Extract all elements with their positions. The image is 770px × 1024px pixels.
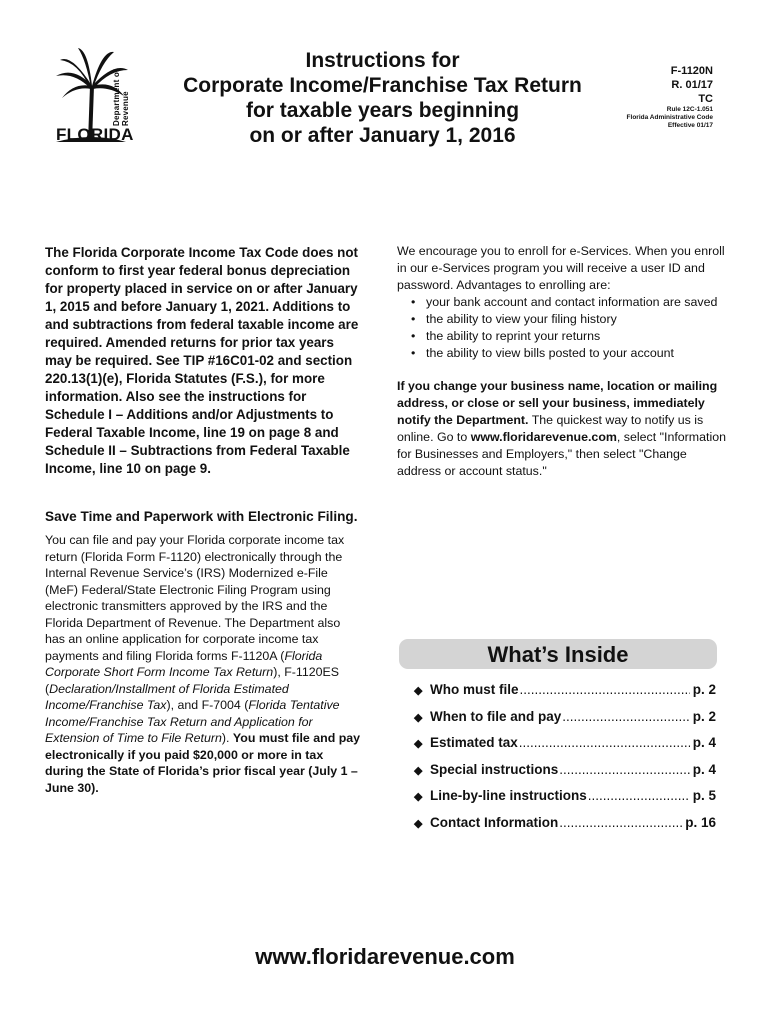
toc-item: ◆ Contact Information ..... p. 16	[414, 815, 716, 842]
footer-website-url[interactable]: www.floridarevenue.com	[255, 944, 515, 969]
website-link[interactable]: www.floridarevenue.com	[470, 430, 617, 444]
diamond-icon: ◆	[414, 817, 423, 830]
title-line: Corporate Income/Franchise Tax Return	[183, 74, 582, 97]
document-title	[150, 48, 615, 148]
toc-item: ◆ Estimated tax ..... p. 4	[414, 735, 716, 762]
toc-item: ◆ When to file and pay ..... p. 2	[414, 709, 716, 736]
advantages-list	[397, 294, 727, 362]
department-of-revenue-label: Department of Revenue	[112, 69, 130, 126]
palm-frond	[62, 85, 92, 98]
form-number: F-1120N	[670, 65, 713, 77]
florida-logo-text: FLORIDA	[56, 125, 134, 144]
list-item: • the ability to view bills posted to your account	[409, 345, 727, 362]
table-of-contents	[414, 682, 716, 841]
form-identifier	[627, 64, 713, 130]
toc-item: ◆ Special instructions ..... p. 4	[414, 762, 716, 789]
diamond-icon: ◆	[414, 685, 423, 697]
efile-heading: Save Time and Paperwork with Electronic Filing.	[45, 509, 358, 524]
form-effective: Effective 01/17	[667, 122, 713, 129]
form-rule: Rule 12C-1.051	[666, 106, 713, 113]
eservices-intro: We encourage you to enroll for e-Services. When you enroll in our e-Services program you will receive a user ID and password. Advantages to enrolling are:	[397, 244, 725, 292]
list-item: • your bank account and contact information are saved	[409, 294, 727, 311]
form-code: TC	[698, 93, 713, 105]
toc-item: ◆ Line-by-line instructions ..... p. 5	[414, 788, 716, 815]
diamond-icon: ◆	[414, 738, 423, 750]
whats-inside-heading: What’s Inside	[399, 639, 717, 669]
efile-requirement: You must file and pay electronically if you paid $20,000 or more in tax during the State of Florida’s prior fiscal year (July 1 – June 30).	[45, 731, 361, 795]
depreciation-notice: The Florida Corporate Income Tax Code does not conform to first year federal bonus depreciation for property placed in service on or after January 1, 2015 and before January 1, 2021. Additions to and subtractions from federal taxable income are required. Amended returns for prior tax years may be required. See TIP #16C01-02 and section 220.13(1)(e), Florida Statutes (F.S.), for more information. Also see the instructions for Schedule I – Additions and/or Adjustments to Federal Taxable Income, line 19 on page 8 and Schedule II – Subtractions from Federal Taxable Income, line 10 on page 9.	[45, 245, 359, 476]
form-revision: R. 01/17	[671, 79, 713, 91]
list-item: • the ability to reprint your returns	[409, 328, 727, 345]
efile-paragraph: You can file and pay your Florida corporate income tax return (Florida Form F-1120) electronically through the Internal Revenue Service’s (IRS) Modernized e-File (MeF) Federal/State Electronic Filing Program using electronic transmitters approved by the IRS and the Florida Department of Revenue. The Department also has an online application for corporate income tax payments and filing Florida forms F-1120A (Florida Corporate Short Form Income Tax Return), F-1120ES (Declaration/Installment of Florida Estimated Income/Franchise Tax), and F-7004 (Florida Tentative Income/Franchise Tax Return and Application for Extension of Time to File Return). You must file and pay electronically if you paid $20,000 or more in tax during the State of Florida’s prior fiscal year (July 1 – June 30).	[45, 533, 361, 795]
eservices-paragraph	[397, 243, 727, 362]
diamond-icon: ◆	[414, 711, 423, 724]
left-column	[45, 244, 363, 796]
list-item: • the ability to view your filing history	[409, 311, 727, 328]
title-line: on or after January 1, 2016	[249, 124, 516, 147]
toc-item: ◆ Who must file ..... p. 2	[414, 682, 716, 709]
title-line: Instructions for	[305, 49, 460, 72]
form-admin-code: Florida Administrative Code	[626, 114, 713, 121]
title-line: for taxable years beginning	[245, 99, 520, 122]
change-notice-paragraph: If you change your business name, location or mailing address, or close or sell your business, immediately notify the Department. The quickest way to notify us is online. Go to www.floridarevenue.com, select "Information for Businesses and Employers," then select "Change address or account status."	[397, 379, 726, 478]
diamond-icon: ◆	[414, 764, 423, 777]
right-column	[397, 243, 727, 480]
diamond-icon: ◆	[414, 791, 423, 803]
